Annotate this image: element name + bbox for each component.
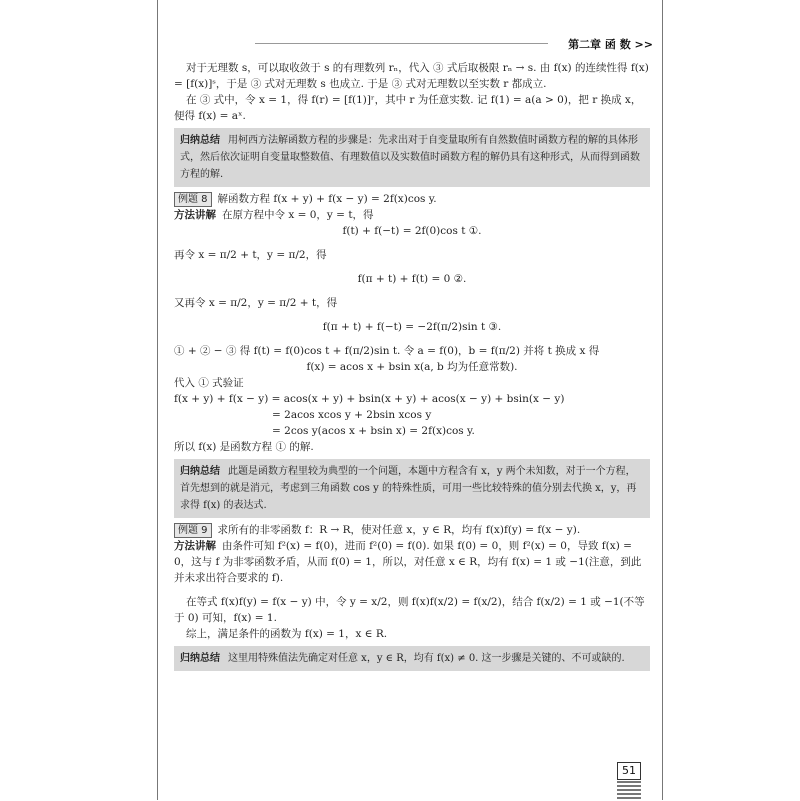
equation-2: f(π + t) + f(t) = 0 ②.	[357, 273, 467, 285]
verification-line: f(x + y) + f(x − y) = acos(x + y) + bsin(x + y) + acos(x − y) + bsin(x − y)	[174, 393, 565, 405]
example-label: 例题 8	[174, 192, 212, 207]
method-line: ① + ② − ③ 得 f(t) = f(0)cos t + f(π/2)sin t. 令 a = f(0)，b = f(π/2) 并将 t 换成 x 得	[174, 345, 600, 357]
method-line: 在等式 f(x)f(y) = f(x − y) 中，令 y = x/2，则 f(x)f(x/2) = f(x/2)，结合 f(x/2) = 1 或 −1(不等于 0) 可知，f(x) = 1.	[174, 596, 645, 624]
page-right-rule	[662, 0, 663, 800]
method-line: 又再令 x = π/2，y = π/2 + t，得	[174, 297, 338, 309]
conclusion-line: 综上，满足条件的函数为 f(x) = 1，x ∈ R.	[186, 628, 388, 640]
summary-text: 这里用特殊值法先确定对任意 x，y ∈ R，均有 f(x) ≠ 0. 这一步骤是关键的、不可或缺的.	[228, 653, 625, 664]
method-line: 再令 x = π/2 + t，y = π/2，得	[174, 249, 327, 261]
page-number-box	[617, 762, 641, 800]
verification-line: = 2cos y(acos x + bsin x) = 2f(x)cos y.	[272, 425, 475, 437]
method-line: 由条件可知 f²(x) = f(0)，进而 f²(0) = f(0). 如果 f(0) = 0，则 f²(x) = 0，导致 f(x) = 0，这与 f 为非零函数矛盾，从而 f(0) = 1，所以，对任意 x ∈ R，均有 f(x) = 1 或 −1(注意，到此并未求出符合要求的 f).	[174, 540, 642, 584]
equation-solution: f(x) = acos x + bsin x(a, b 均为任意常数).	[306, 361, 518, 373]
intro-paragraph-2: 在 ③ 式中，令 x = 1，得 f(r) = [f(1)]ʳ，其中 r 为任意实数. 记 f(1) = a(a > 0)，把 r 换成 x，便得 f(x) = aˣ.	[174, 94, 642, 122]
example-problem: 求所有的非零函数 f：R → R，使对任意 x，y ∈ R，均有 f(x)f(y) = f(x − y).	[217, 524, 581, 536]
example-label: 例题 9	[174, 523, 212, 538]
equation-1: f(t) + f(−t) = 2f(0)cos t ①.	[342, 225, 482, 237]
running-header	[255, 36, 653, 50]
method-label: 方法讲解	[174, 209, 216, 221]
page-tab-stripes	[617, 781, 641, 801]
example-8	[174, 191, 650, 455]
summary-label: 归纳总结	[180, 135, 220, 146]
intro-paragraph-1: 对于无理数 s，可以取收敛于 s 的有理数列 rₙ，代入 ③ 式后取极限 rₙ → s. 由 f(x) 的连续性得 f(x) = [f(x)]ˢ，于是 ③ 式对无理数 s 也成立. 于是 ③ 式对无理数以至实数 r 都成立.	[174, 62, 649, 90]
conclusion-line: 所以 f(x) 是函数方程 ① 的解.	[174, 441, 314, 453]
verification-line: = 2acos xcos y + 2bsin xcos y	[272, 409, 432, 421]
chapter-title: 第二章 函 数 >>	[568, 38, 653, 51]
method-label: 方法讲解	[174, 540, 216, 552]
summary-text: 此题是函数方程里较为典型的一个问题，本题中方程含有 x，y 两个未知数，对于一个方程，首先想到的就是消元，考虑到三角函数 cos y 的特殊性质，可用一些比较特殊的值分别去代换 x，y，再求得 f(x) 的表达式.	[180, 466, 637, 511]
page-left-rule	[157, 0, 158, 800]
summary-box-2	[174, 459, 650, 518]
header-rule	[255, 43, 548, 44]
method-line: 在原方程中令 x = 0，y = t，得	[222, 209, 374, 221]
summary-label: 归纳总结	[180, 466, 220, 477]
page-number: 51	[617, 762, 641, 780]
method-line: 代入 ① 式验证	[174, 377, 244, 389]
summary-box-3	[174, 646, 650, 671]
summary-label: 归纳总结	[180, 653, 220, 664]
summary-text: 用柯西方法解函数方程的步骤是：先求出对于自变量取所有自然数值时函数方程的解的具体形式，然后依次证明自变量取整数值、有理数值以及实数值时函数方程的解仍具有这种形式，从而得到函数方程的解.	[180, 135, 640, 180]
example-problem: 解函数方程 f(x + y) + f(x − y) = 2f(x)cos y.	[217, 193, 437, 205]
page-content	[174, 60, 650, 675]
example-9	[174, 522, 650, 642]
summary-box-1	[174, 128, 650, 187]
equation-3: f(π + t) + f(−t) = −2f(π/2)sin t ③.	[322, 321, 502, 333]
